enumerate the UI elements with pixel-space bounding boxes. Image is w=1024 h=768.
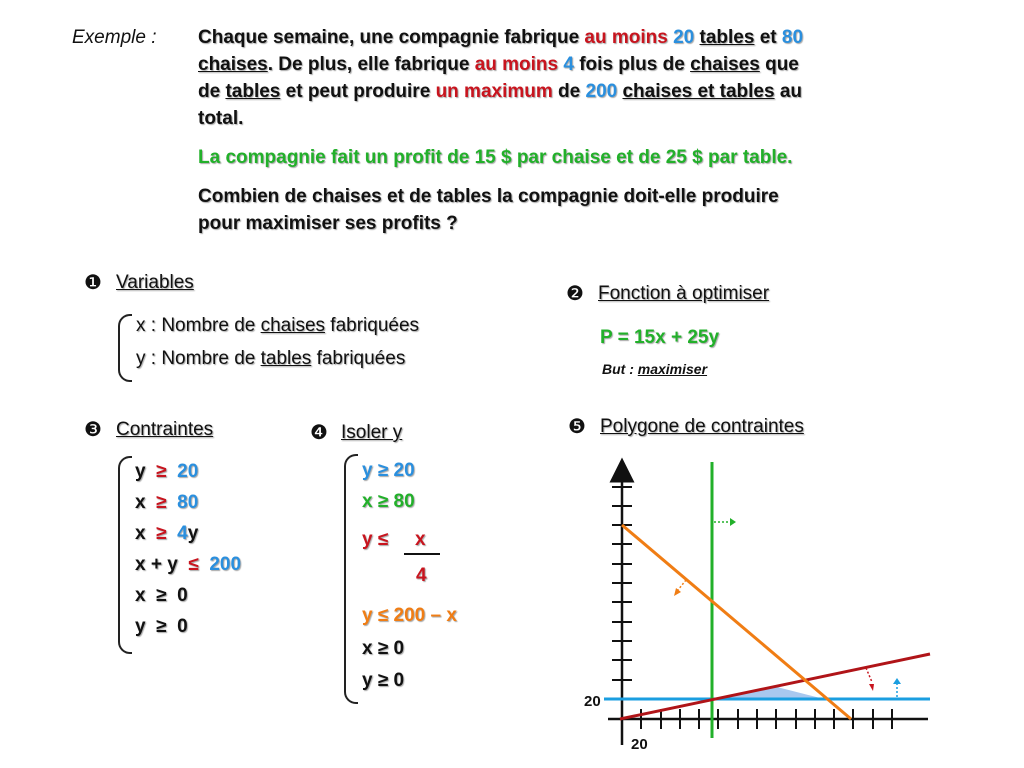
question-line-1: Combien de chaises et de tables la compagnie doit-elle produire [198,186,779,207]
statement-line-4: total. [198,108,244,129]
fraction-bar [404,553,440,555]
direction-arrow-orange [674,580,686,596]
constraint-3: x ≥ 4y [135,523,199,544]
isolated-1: y ≥ 20 [362,460,415,481]
section-variables-title: Variables [116,272,194,293]
section-fonction-title: Fonction à optimiser [598,283,770,304]
isolated-4: y ≤ 200 – x [362,605,457,626]
example-label: Exemple : [72,27,157,48]
profit-function: P = 15x + 25y [600,327,720,348]
direction-arrow-blue [893,678,901,697]
direction-arrow-green [714,518,736,526]
section-2-number: ❷ [566,283,584,305]
statement-line-2: chaises. De plus, elle fabrique au moins 4 fois plus de chaises que [198,54,799,75]
isolated-3-lhs: y ≤ [362,529,389,550]
variable-x-line: x : Nombre de chaises fabriquées [136,315,420,336]
profit-statement: La compagnie fait un profit de 15 $ par chaise et de 25 $ par table. [198,147,793,168]
isoler-brace [344,454,358,704]
section-contraintes-title: Contraintes [116,419,214,440]
y-tick-label-20: 20 [584,693,601,710]
isolated-3-numerator: x [415,529,426,550]
variables-brace [118,314,132,382]
isolated-6: y ≥ 0 [362,670,405,691]
isolated-5: x ≥ 0 [362,638,405,659]
constraint-1: y ≥ 20 [135,461,199,482]
constraints-list [135,456,241,642]
x-tick-label-20: 20 [631,736,648,750]
section-4-number: ❹ [310,422,328,444]
isolated-3-denominator: 4 [416,565,427,586]
section-5-number: ❺ [568,416,586,438]
constraint-4: x + y ≤ 200 [135,554,242,575]
section-polygone-title: Polygone de contraintes [600,416,804,437]
problem-statement [198,24,938,237]
constraint-6: y ≥ 0 [135,616,188,637]
statement-line-1: Chaque semaine, une compagnie fabrique au moins 20 tables et 80 [198,27,804,48]
question-line-2: pour maximiser ses profits ? [198,213,458,234]
statement-line-3: de tables et peut produire un maximum de 200 chaises et tables au [198,81,803,102]
line-x-plus-y-le-200 [622,525,851,719]
goal-line: But : maximiser [602,361,708,377]
constraint-5: x ≥ 0 [135,585,188,606]
section-1-number: ❶ [84,272,102,294]
section-isoler-title: Isoler y [341,422,403,443]
contraintes-brace [118,456,132,654]
section-3-number: ❸ [84,419,102,441]
isolated-2: x ≥ 80 [362,491,415,512]
constraint-graph [580,455,940,750]
variable-y-line: y : Nombre de tables fabriquées [136,348,406,369]
constraint-2: x ≥ 80 [135,492,199,513]
direction-arrow-red [866,668,874,691]
